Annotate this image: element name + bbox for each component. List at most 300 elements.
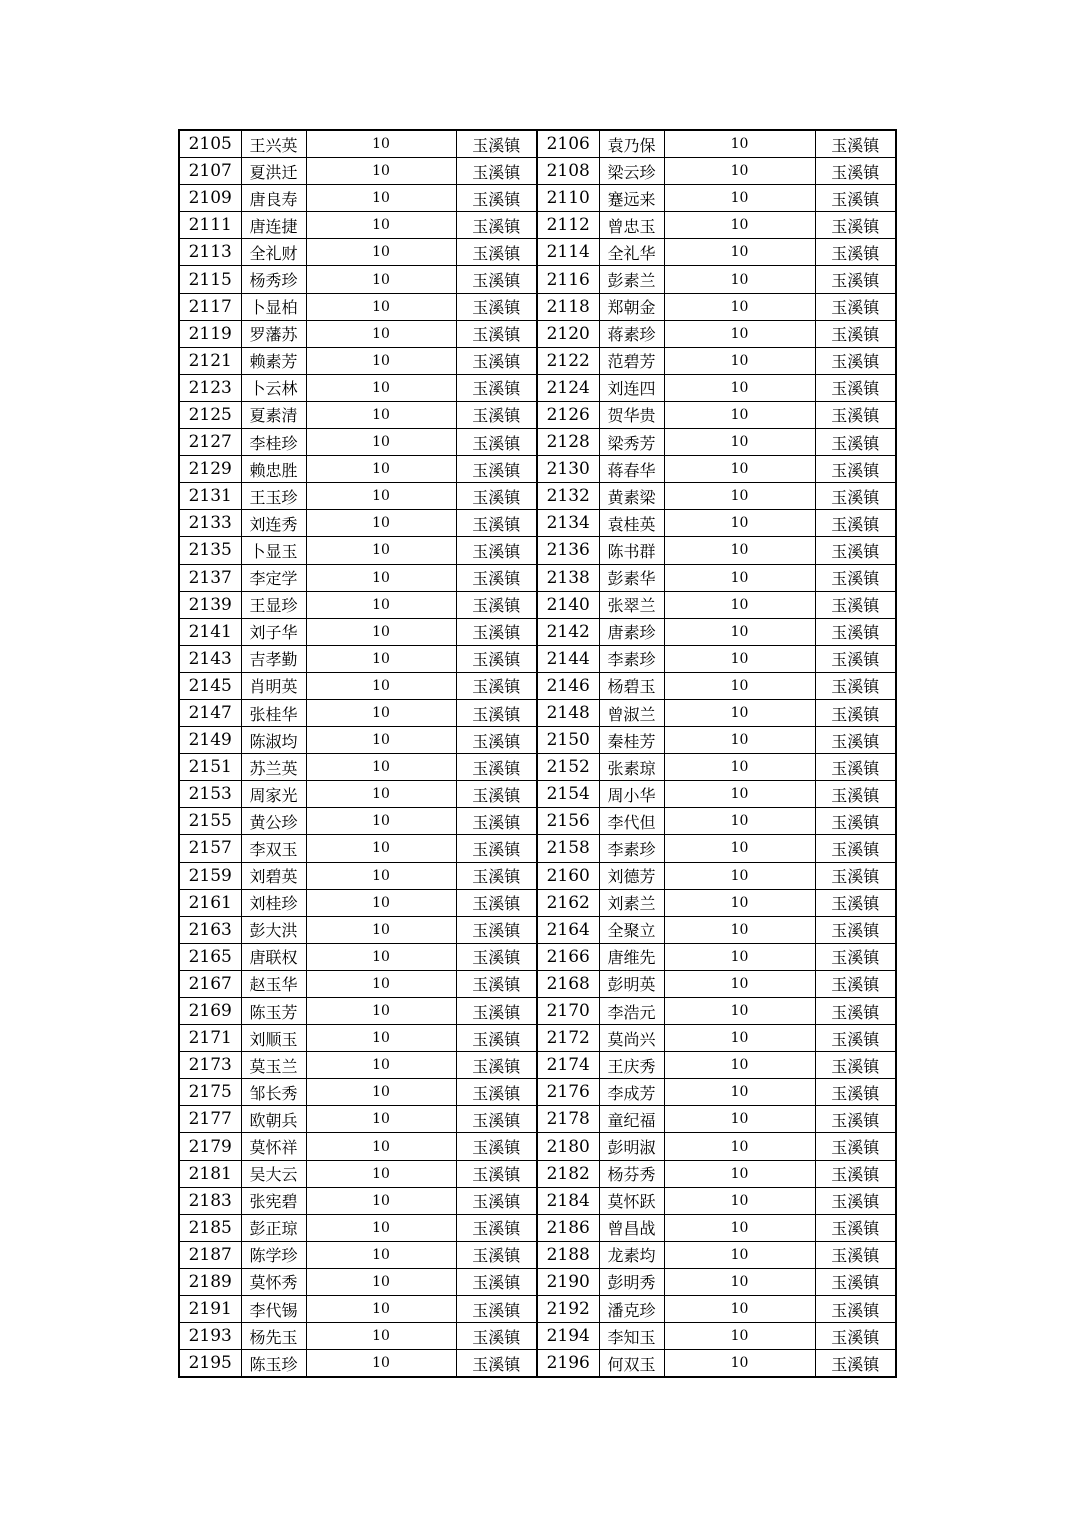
person-name-cell: 蒋素珍 — [599, 320, 664, 347]
amount-cell: 10 — [664, 239, 815, 266]
amount-cell: 10 — [664, 212, 815, 239]
amount-cell: 10 — [306, 1187, 456, 1214]
amount-cell: 10 — [306, 1025, 456, 1052]
amount-cell: 10 — [664, 970, 815, 997]
town-cell: 玉溪镇 — [815, 401, 896, 428]
town-cell: 玉溪镇 — [815, 943, 896, 970]
amount-cell: 10 — [306, 374, 456, 401]
roster-table-body — [179, 130, 896, 1377]
town-cell: 玉溪镇 — [815, 781, 896, 808]
amount-cell: 10 — [306, 1079, 456, 1106]
person-name-cell: 蒋春华 — [599, 456, 664, 483]
person-name-cell: 李素珍 — [599, 645, 664, 672]
amount-cell: 10 — [306, 645, 456, 672]
record-number-cell: 2172 — [537, 1025, 599, 1052]
town-cell: 玉溪镇 — [456, 1241, 537, 1268]
amount-cell: 10 — [664, 645, 815, 672]
person-name-cell: 王兴英 — [241, 130, 306, 158]
amount-cell: 10 — [664, 618, 815, 645]
record-number-cell: 2106 — [537, 130, 599, 158]
person-name-cell: 刘顺玉 — [241, 1025, 306, 1052]
town-cell: 玉溪镇 — [456, 401, 537, 428]
town-cell: 玉溪镇 — [815, 1241, 896, 1268]
person-name-cell: 王庆秀 — [599, 1052, 664, 1079]
amount-cell: 10 — [306, 808, 456, 835]
amount-cell: 10 — [664, 754, 815, 781]
record-number-cell: 2154 — [537, 781, 599, 808]
amount-cell: 10 — [306, 699, 456, 726]
town-cell: 玉溪镇 — [815, 564, 896, 591]
table-row — [179, 618, 896, 645]
record-number-cell: 2143 — [179, 645, 241, 672]
town-cell: 玉溪镇 — [456, 645, 537, 672]
person-name-cell: 梁秀芳 — [599, 429, 664, 456]
record-number-cell: 2183 — [179, 1187, 241, 1214]
record-number-cell: 2114 — [537, 239, 599, 266]
town-cell: 玉溪镇 — [456, 916, 537, 943]
town-cell: 玉溪镇 — [456, 456, 537, 483]
record-number-cell: 2108 — [537, 158, 599, 185]
amount-cell: 10 — [664, 1323, 815, 1350]
table-row — [179, 591, 896, 618]
amount-cell: 10 — [306, 889, 456, 916]
amount-cell: 10 — [664, 1052, 815, 1079]
town-cell: 玉溪镇 — [815, 456, 896, 483]
town-cell: 玉溪镇 — [815, 916, 896, 943]
town-cell: 玉溪镇 — [456, 1160, 537, 1187]
amount-cell: 10 — [306, 483, 456, 510]
record-number-cell: 2171 — [179, 1025, 241, 1052]
person-name-cell: 欧朝兵 — [241, 1106, 306, 1133]
record-number-cell: 2173 — [179, 1052, 241, 1079]
town-cell: 玉溪镇 — [815, 727, 896, 754]
amount-cell: 10 — [664, 1106, 815, 1133]
person-name-cell: 刘桂珍 — [241, 889, 306, 916]
record-number-cell: 2133 — [179, 510, 241, 537]
amount-cell: 10 — [306, 862, 456, 889]
town-cell: 玉溪镇 — [815, 1133, 896, 1160]
amount-cell: 10 — [664, 781, 815, 808]
table-row — [179, 537, 896, 564]
amount-cell: 10 — [306, 185, 456, 212]
record-number-cell: 2169 — [179, 998, 241, 1025]
person-name-cell: 邹长秀 — [241, 1079, 306, 1106]
record-number-cell: 2152 — [537, 754, 599, 781]
amount-cell: 10 — [306, 1350, 456, 1378]
amount-cell: 10 — [306, 1214, 456, 1241]
amount-cell: 10 — [664, 347, 815, 374]
town-cell: 玉溪镇 — [815, 862, 896, 889]
record-number-cell: 2188 — [537, 1241, 599, 1268]
table-row — [179, 1268, 896, 1295]
person-name-cell: 童纪福 — [599, 1106, 664, 1133]
town-cell: 玉溪镇 — [815, 754, 896, 781]
record-number-cell: 2179 — [179, 1133, 241, 1160]
record-number-cell: 2160 — [537, 862, 599, 889]
town-cell: 玉溪镇 — [815, 483, 896, 510]
person-name-cell: 刘子华 — [241, 618, 306, 645]
town-cell: 玉溪镇 — [456, 699, 537, 726]
table-row — [179, 1025, 896, 1052]
record-number-cell: 2145 — [179, 672, 241, 699]
table-row — [179, 808, 896, 835]
record-number-cell: 2107 — [179, 158, 241, 185]
table-row — [179, 781, 896, 808]
record-number-cell: 2165 — [179, 943, 241, 970]
table-row — [179, 1350, 896, 1378]
town-cell: 玉溪镇 — [456, 293, 537, 320]
amount-cell: 10 — [306, 158, 456, 185]
amount-cell: 10 — [306, 618, 456, 645]
town-cell: 玉溪镇 — [456, 537, 537, 564]
amount-cell: 10 — [306, 943, 456, 970]
record-number-cell: 2189 — [179, 1268, 241, 1295]
amount-cell: 10 — [306, 672, 456, 699]
amount-cell: 10 — [306, 1160, 456, 1187]
record-number-cell: 2137 — [179, 564, 241, 591]
record-number-cell: 2168 — [537, 970, 599, 997]
amount-cell: 10 — [306, 591, 456, 618]
table-row — [179, 889, 896, 916]
amount-cell: 10 — [306, 266, 456, 293]
person-name-cell: 杨秀珍 — [241, 266, 306, 293]
town-cell: 玉溪镇 — [456, 266, 537, 293]
town-cell: 玉溪镇 — [815, 374, 896, 401]
town-cell: 玉溪镇 — [456, 618, 537, 645]
town-cell: 玉溪镇 — [456, 591, 537, 618]
town-cell: 玉溪镇 — [815, 1187, 896, 1214]
person-name-cell: 莫尚兴 — [599, 1025, 664, 1052]
person-name-cell: 蹇远来 — [599, 185, 664, 212]
person-name-cell: 肖明英 — [241, 672, 306, 699]
record-number-cell: 2194 — [537, 1323, 599, 1350]
person-name-cell: 唐素珍 — [599, 618, 664, 645]
amount-cell: 10 — [306, 970, 456, 997]
person-name-cell: 袁桂英 — [599, 510, 664, 537]
record-number-cell: 2156 — [537, 808, 599, 835]
person-name-cell: 刘德芳 — [599, 862, 664, 889]
record-number-cell: 2141 — [179, 618, 241, 645]
town-cell: 玉溪镇 — [456, 1106, 537, 1133]
table-row — [179, 862, 896, 889]
amount-cell: 10 — [664, 1160, 815, 1187]
amount-cell: 10 — [306, 1133, 456, 1160]
amount-cell: 10 — [664, 727, 815, 754]
person-name-cell: 杨先玉 — [241, 1323, 306, 1350]
town-cell: 玉溪镇 — [456, 1296, 537, 1323]
amount-cell: 10 — [664, 266, 815, 293]
record-number-cell: 2111 — [179, 212, 241, 239]
town-cell: 玉溪镇 — [815, 1268, 896, 1295]
amount-cell: 10 — [306, 537, 456, 564]
record-number-cell: 2195 — [179, 1350, 241, 1378]
record-number-cell: 2177 — [179, 1106, 241, 1133]
record-number-cell: 2187 — [179, 1241, 241, 1268]
town-cell: 玉溪镇 — [815, 998, 896, 1025]
amount-cell: 10 — [306, 1268, 456, 1295]
record-number-cell: 2138 — [537, 564, 599, 591]
amount-cell: 10 — [664, 862, 815, 889]
person-name-cell: 彭素华 — [599, 564, 664, 591]
amount-cell: 10 — [664, 943, 815, 970]
table-row — [179, 347, 896, 374]
amount-cell: 10 — [664, 1187, 815, 1214]
record-number-cell: 2105 — [179, 130, 241, 158]
person-name-cell: 卜显玉 — [241, 537, 306, 564]
town-cell: 玉溪镇 — [815, 1296, 896, 1323]
amount-cell: 10 — [306, 1296, 456, 1323]
town-cell: 玉溪镇 — [456, 1350, 537, 1378]
person-name-cell: 唐连捷 — [241, 212, 306, 239]
record-number-cell: 2176 — [537, 1079, 599, 1106]
table-row — [179, 699, 896, 726]
amount-cell: 10 — [306, 835, 456, 862]
amount-cell: 10 — [664, 564, 815, 591]
record-number-cell: 2113 — [179, 239, 241, 266]
person-name-cell: 赵玉华 — [241, 970, 306, 997]
amount-cell: 10 — [306, 293, 456, 320]
amount-cell: 10 — [664, 998, 815, 1025]
roster-table — [178, 129, 897, 1378]
amount-cell: 10 — [306, 401, 456, 428]
town-cell: 玉溪镇 — [815, 429, 896, 456]
town-cell: 玉溪镇 — [815, 239, 896, 266]
person-name-cell: 张素琼 — [599, 754, 664, 781]
town-cell: 玉溪镇 — [815, 158, 896, 185]
record-number-cell: 2119 — [179, 320, 241, 347]
person-name-cell: 秦桂芳 — [599, 727, 664, 754]
person-name-cell: 唐良寿 — [241, 185, 306, 212]
record-number-cell: 2120 — [537, 320, 599, 347]
town-cell: 玉溪镇 — [815, 618, 896, 645]
record-number-cell: 2182 — [537, 1160, 599, 1187]
person-name-cell: 张翠兰 — [599, 591, 664, 618]
person-name-cell: 莫怀祥 — [241, 1133, 306, 1160]
record-number-cell: 2128 — [537, 429, 599, 456]
record-number-cell: 2147 — [179, 699, 241, 726]
town-cell: 玉溪镇 — [456, 727, 537, 754]
amount-cell: 10 — [664, 374, 815, 401]
record-number-cell: 2153 — [179, 781, 241, 808]
person-name-cell: 陈玉珍 — [241, 1350, 306, 1378]
record-number-cell: 2146 — [537, 672, 599, 699]
person-name-cell: 全聚立 — [599, 916, 664, 943]
town-cell: 玉溪镇 — [456, 862, 537, 889]
town-cell: 玉溪镇 — [815, 1052, 896, 1079]
town-cell: 玉溪镇 — [815, 699, 896, 726]
table-row — [179, 916, 896, 943]
record-number-cell: 2174 — [537, 1052, 599, 1079]
amount-cell: 10 — [664, 401, 815, 428]
amount-cell: 10 — [306, 1106, 456, 1133]
record-number-cell: 2126 — [537, 401, 599, 428]
amount-cell: 10 — [664, 591, 815, 618]
record-number-cell: 2151 — [179, 754, 241, 781]
record-number-cell: 2122 — [537, 347, 599, 374]
person-name-cell: 陈淑均 — [241, 727, 306, 754]
person-name-cell: 贺华贵 — [599, 401, 664, 428]
person-name-cell: 杨芬秀 — [599, 1160, 664, 1187]
record-number-cell: 2144 — [537, 645, 599, 672]
town-cell: 玉溪镇 — [456, 347, 537, 374]
table-row — [179, 998, 896, 1025]
town-cell: 玉溪镇 — [456, 1268, 537, 1295]
record-number-cell: 2112 — [537, 212, 599, 239]
town-cell: 玉溪镇 — [815, 1025, 896, 1052]
person-name-cell: 李桂珍 — [241, 429, 306, 456]
record-number-cell: 2109 — [179, 185, 241, 212]
person-name-cell: 王玉珍 — [241, 483, 306, 510]
person-name-cell: 夏素清 — [241, 401, 306, 428]
record-number-cell: 2181 — [179, 1160, 241, 1187]
amount-cell: 10 — [306, 320, 456, 347]
town-cell: 玉溪镇 — [456, 1052, 537, 1079]
amount-cell: 10 — [664, 185, 815, 212]
person-name-cell: 梁云珍 — [599, 158, 664, 185]
amount-cell: 10 — [306, 347, 456, 374]
record-number-cell: 2191 — [179, 1296, 241, 1323]
table-row — [179, 672, 896, 699]
amount-cell: 10 — [664, 916, 815, 943]
table-row — [179, 510, 896, 537]
amount-cell: 10 — [664, 808, 815, 835]
person-name-cell: 吴大云 — [241, 1160, 306, 1187]
table-row — [179, 483, 896, 510]
person-name-cell: 李代锡 — [241, 1296, 306, 1323]
table-row — [179, 1133, 896, 1160]
town-cell: 玉溪镇 — [815, 293, 896, 320]
person-name-cell: 彭明秀 — [599, 1268, 664, 1295]
town-cell: 玉溪镇 — [456, 185, 537, 212]
record-number-cell: 2166 — [537, 943, 599, 970]
amount-cell: 10 — [664, 1214, 815, 1241]
town-cell: 玉溪镇 — [815, 1323, 896, 1350]
record-number-cell: 2167 — [179, 970, 241, 997]
table-row — [179, 564, 896, 591]
person-name-cell: 黄公珍 — [241, 808, 306, 835]
person-name-cell: 刘连秀 — [241, 510, 306, 537]
town-cell: 玉溪镇 — [815, 347, 896, 374]
amount-cell: 10 — [306, 781, 456, 808]
person-name-cell: 曾忠玉 — [599, 212, 664, 239]
table-row — [179, 212, 896, 239]
town-cell: 玉溪镇 — [456, 943, 537, 970]
person-name-cell: 刘连四 — [599, 374, 664, 401]
amount-cell: 10 — [306, 429, 456, 456]
person-name-cell: 彭素兰 — [599, 266, 664, 293]
record-number-cell: 2140 — [537, 591, 599, 618]
amount-cell: 10 — [664, 699, 815, 726]
person-name-cell: 陈书群 — [599, 537, 664, 564]
record-number-cell: 2157 — [179, 835, 241, 862]
table-row — [179, 645, 896, 672]
person-name-cell: 李浩元 — [599, 998, 664, 1025]
town-cell: 玉溪镇 — [456, 1323, 537, 1350]
town-cell: 玉溪镇 — [456, 781, 537, 808]
town-cell: 玉溪镇 — [815, 808, 896, 835]
table-row — [179, 943, 896, 970]
amount-cell: 10 — [664, 1296, 815, 1323]
person-name-cell: 李知玉 — [599, 1323, 664, 1350]
amount-cell: 10 — [664, 130, 815, 158]
table-row — [179, 1241, 896, 1268]
town-cell: 玉溪镇 — [456, 212, 537, 239]
amount-cell: 10 — [664, 537, 815, 564]
table-row — [179, 293, 896, 320]
record-number-cell: 2185 — [179, 1214, 241, 1241]
record-number-cell: 2163 — [179, 916, 241, 943]
town-cell: 玉溪镇 — [815, 1350, 896, 1378]
person-name-cell: 黄素梁 — [599, 483, 664, 510]
amount-cell: 10 — [306, 1323, 456, 1350]
town-cell: 玉溪镇 — [815, 1079, 896, 1106]
town-cell: 玉溪镇 — [815, 645, 896, 672]
town-cell: 玉溪镇 — [456, 970, 537, 997]
person-name-cell: 陈学珍 — [241, 1241, 306, 1268]
amount-cell: 10 — [664, 320, 815, 347]
table-row — [179, 1160, 896, 1187]
amount-cell: 10 — [306, 564, 456, 591]
amount-cell: 10 — [664, 1241, 815, 1268]
town-cell: 玉溪镇 — [456, 754, 537, 781]
person-name-cell: 周家光 — [241, 781, 306, 808]
person-name-cell: 郑朝金 — [599, 293, 664, 320]
record-number-cell: 2184 — [537, 1187, 599, 1214]
amount-cell: 10 — [664, 158, 815, 185]
record-number-cell: 2180 — [537, 1133, 599, 1160]
record-number-cell: 2115 — [179, 266, 241, 293]
town-cell: 玉溪镇 — [456, 1187, 537, 1214]
town-cell: 玉溪镇 — [456, 889, 537, 916]
amount-cell: 10 — [306, 212, 456, 239]
record-number-cell: 2132 — [537, 483, 599, 510]
town-cell: 玉溪镇 — [815, 591, 896, 618]
town-cell: 玉溪镇 — [815, 970, 896, 997]
person-name-cell: 李双玉 — [241, 835, 306, 862]
town-cell: 玉溪镇 — [456, 1025, 537, 1052]
record-number-cell: 2155 — [179, 808, 241, 835]
record-number-cell: 2192 — [537, 1296, 599, 1323]
amount-cell: 10 — [664, 429, 815, 456]
record-number-cell: 2162 — [537, 889, 599, 916]
person-name-cell: 吉孝勤 — [241, 645, 306, 672]
person-name-cell: 潘克珍 — [599, 1296, 664, 1323]
town-cell: 玉溪镇 — [456, 158, 537, 185]
person-name-cell: 全礼财 — [241, 239, 306, 266]
table-row — [179, 456, 896, 483]
town-cell: 玉溪镇 — [456, 1214, 537, 1241]
amount-cell: 10 — [664, 1268, 815, 1295]
amount-cell: 10 — [664, 889, 815, 916]
table-row — [179, 158, 896, 185]
town-cell: 玉溪镇 — [815, 185, 896, 212]
town-cell: 玉溪镇 — [456, 483, 537, 510]
person-name-cell: 范碧芳 — [599, 347, 664, 374]
town-cell: 玉溪镇 — [456, 320, 537, 347]
table-row — [179, 1079, 896, 1106]
town-cell: 玉溪镇 — [456, 239, 537, 266]
person-name-cell: 唐维先 — [599, 943, 664, 970]
person-name-cell: 赖素芳 — [241, 347, 306, 374]
town-cell: 玉溪镇 — [815, 266, 896, 293]
record-number-cell: 2190 — [537, 1268, 599, 1295]
person-name-cell: 全礼华 — [599, 239, 664, 266]
person-name-cell: 苏兰英 — [241, 754, 306, 781]
record-number-cell: 2135 — [179, 537, 241, 564]
person-name-cell: 莫怀秀 — [241, 1268, 306, 1295]
record-number-cell: 2131 — [179, 483, 241, 510]
amount-cell: 10 — [664, 1133, 815, 1160]
